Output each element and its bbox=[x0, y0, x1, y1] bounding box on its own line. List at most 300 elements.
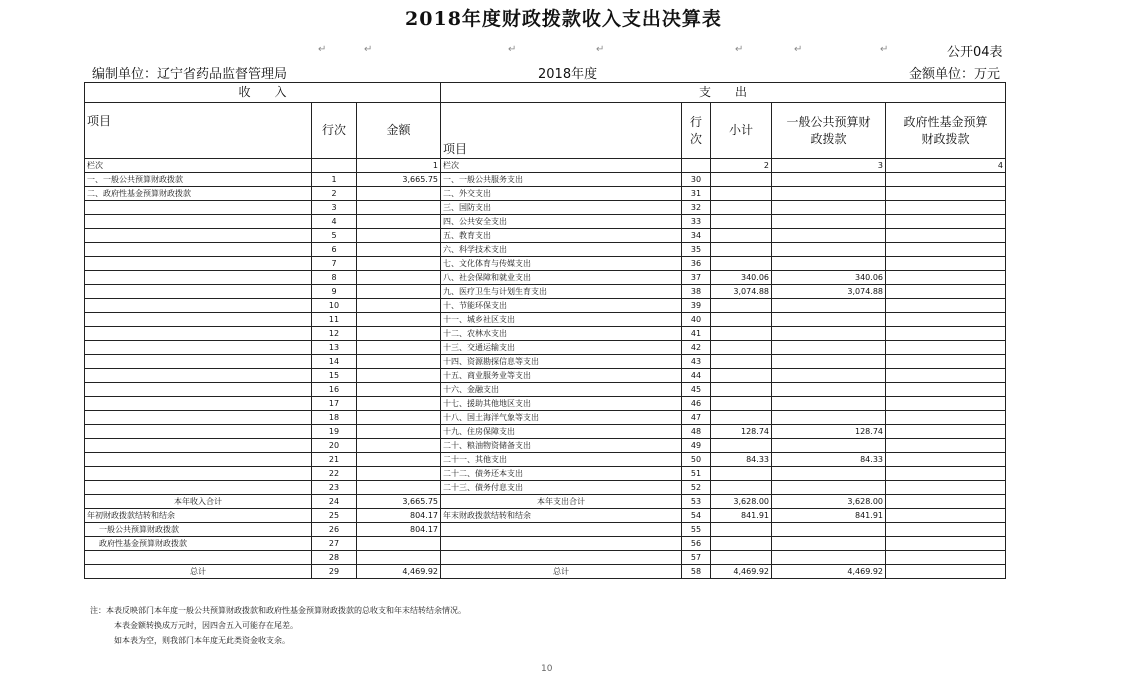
income-row-no: 6 bbox=[312, 243, 357, 257]
expense-general-budget: 4,469.92 bbox=[772, 565, 886, 579]
income-row-no: 24 bbox=[312, 495, 357, 509]
expense-fund-budget bbox=[886, 285, 1006, 299]
income-row-no: 5 bbox=[312, 229, 357, 243]
expense-general-budget bbox=[772, 173, 886, 187]
table-row bbox=[85, 215, 1006, 229]
expense-fund-budget bbox=[886, 341, 1006, 355]
expense-item: 九、医疗卫生与计划生育支出 bbox=[441, 285, 682, 299]
expense-general-budget bbox=[772, 187, 886, 201]
expense-row-no: 45 bbox=[682, 383, 711, 397]
income-row-no: 14 bbox=[312, 355, 357, 369]
paragraph-mark: ↵ bbox=[364, 44, 373, 55]
expense-fund-budget bbox=[886, 271, 1006, 285]
expense-item: 四、公共安全支出 bbox=[441, 215, 682, 229]
income-item: 栏次 bbox=[85, 159, 312, 173]
income-item bbox=[85, 355, 312, 369]
expense-row-no: 40 bbox=[682, 313, 711, 327]
income-amount: 804.17 bbox=[357, 509, 441, 523]
income-row-no bbox=[312, 159, 357, 173]
income-row-no: 1 bbox=[312, 173, 357, 187]
expense-general-budget: 3,074.88 bbox=[772, 285, 886, 299]
income-row-no: 21 bbox=[312, 453, 357, 467]
income-amount bbox=[357, 453, 441, 467]
expense-general-budget bbox=[772, 551, 886, 565]
expense-item bbox=[441, 551, 682, 565]
col-row-no: 行次 bbox=[312, 103, 357, 159]
income-item: 本年收入合计 bbox=[85, 495, 312, 509]
expense-fund-budget bbox=[886, 495, 1006, 509]
expense-fund-budget bbox=[886, 439, 1006, 453]
expense-item: 年末财政拨款结转和结余 bbox=[441, 509, 682, 523]
income-item bbox=[85, 285, 312, 299]
income-item: 政府性基金预算财政拨款 bbox=[85, 537, 312, 551]
col-subtotal: 小计 bbox=[711, 103, 772, 159]
expense-subtotal bbox=[711, 215, 772, 229]
expense-subtotal bbox=[711, 201, 772, 215]
table-row bbox=[85, 383, 1006, 397]
income-amount bbox=[357, 439, 441, 453]
income-item bbox=[85, 299, 312, 313]
expense-item: 二十二、债务还本支出 bbox=[441, 467, 682, 481]
income-amount bbox=[357, 383, 441, 397]
expense-general-budget bbox=[772, 481, 886, 495]
table-row bbox=[85, 159, 1006, 173]
expense-row-no: 44 bbox=[682, 369, 711, 383]
expense-item: 五、教育支出 bbox=[441, 229, 682, 243]
income-item bbox=[85, 425, 312, 439]
expense-item: 二十一、其他支出 bbox=[441, 453, 682, 467]
expense-subtotal bbox=[711, 383, 772, 397]
income-row-no: 2 bbox=[312, 187, 357, 201]
table-row bbox=[85, 341, 1006, 355]
expense-general-budget: 84.33 bbox=[772, 453, 886, 467]
income-header: 收 入 bbox=[85, 83, 441, 103]
paragraph-mark: ↵ bbox=[794, 44, 803, 55]
income-row-no: 13 bbox=[312, 341, 357, 355]
expense-row-no: 54 bbox=[682, 509, 711, 523]
expense-subtotal bbox=[711, 369, 772, 383]
expense-subtotal bbox=[711, 243, 772, 257]
expense-item: 总计 bbox=[441, 565, 682, 579]
expense-fund-budget bbox=[886, 243, 1006, 257]
expense-fund-budget bbox=[886, 369, 1006, 383]
expense-general-budget bbox=[772, 439, 886, 453]
table-row bbox=[85, 201, 1006, 215]
income-item: 一、一般公共预算财政拨款 bbox=[85, 173, 312, 187]
paragraph-mark: ↵ bbox=[880, 44, 889, 55]
table-row bbox=[85, 509, 1006, 523]
income-amount: 804.17 bbox=[357, 523, 441, 537]
income-row-no: 25 bbox=[312, 509, 357, 523]
table-row bbox=[85, 397, 1006, 411]
expense-subtotal: 3,628.00 bbox=[711, 495, 772, 509]
income-row-no: 3 bbox=[312, 201, 357, 215]
col-general-budget-line1: 一般公共预算财 bbox=[786, 114, 871, 129]
table-row bbox=[85, 229, 1006, 243]
income-amount bbox=[357, 299, 441, 313]
table-row bbox=[85, 313, 1006, 327]
income-item: 二、政府性基金预算财政拨款 bbox=[85, 187, 312, 201]
income-amount bbox=[357, 467, 441, 481]
income-item bbox=[85, 201, 312, 215]
income-item: 一般公共预算财政拨款 bbox=[85, 523, 312, 537]
table-row bbox=[85, 257, 1006, 271]
expense-fund-budget bbox=[886, 481, 1006, 495]
expense-fund-budget bbox=[886, 187, 1006, 201]
income-row-no: 26 bbox=[312, 523, 357, 537]
expense-fund-budget bbox=[886, 215, 1006, 229]
expense-row-no: 51 bbox=[682, 467, 711, 481]
expense-row-no: 38 bbox=[682, 285, 711, 299]
table-row bbox=[85, 243, 1006, 257]
expense-general-budget bbox=[772, 397, 886, 411]
expense-row-no: 42 bbox=[682, 341, 711, 355]
col-fund-budget bbox=[886, 103, 1006, 159]
income-item bbox=[85, 341, 312, 355]
expense-row-no bbox=[682, 159, 711, 173]
income-amount bbox=[357, 201, 441, 215]
income-item bbox=[85, 271, 312, 285]
expense-subtotal bbox=[711, 341, 772, 355]
table-row bbox=[85, 327, 1006, 341]
paragraph-mark: ↵ bbox=[735, 44, 744, 55]
expense-item: 八、社会保障和就业支出 bbox=[441, 271, 682, 285]
income-row-no: 18 bbox=[312, 411, 357, 425]
table-row bbox=[85, 453, 1006, 467]
expense-general-budget bbox=[772, 313, 886, 327]
income-item bbox=[85, 411, 312, 425]
expense-row-no: 47 bbox=[682, 411, 711, 425]
income-row-no: 17 bbox=[312, 397, 357, 411]
income-row-no: 11 bbox=[312, 313, 357, 327]
income-row-no: 27 bbox=[312, 537, 357, 551]
income-item bbox=[85, 453, 312, 467]
income-amount bbox=[357, 369, 441, 383]
expense-item: 十九、住房保障支出 bbox=[441, 425, 682, 439]
table-row bbox=[85, 411, 1006, 425]
income-item: 总计 bbox=[85, 565, 312, 579]
expense-subtotal bbox=[711, 313, 772, 327]
expense-general-budget: 128.74 bbox=[772, 425, 886, 439]
table-row bbox=[85, 495, 1006, 509]
expense-fund-budget bbox=[886, 327, 1006, 341]
col-fund-budget-line2: 财政拨款 bbox=[921, 131, 970, 146]
expense-subtotal bbox=[711, 257, 772, 271]
table-row bbox=[85, 523, 1006, 537]
expense-fund-budget bbox=[886, 397, 1006, 411]
expense-general-budget bbox=[772, 537, 886, 551]
expense-general-budget bbox=[772, 523, 886, 537]
expense-fund-budget bbox=[886, 425, 1006, 439]
income-item bbox=[85, 383, 312, 397]
income-amount bbox=[357, 551, 441, 565]
expense-item: 十七、援助其他地区支出 bbox=[441, 397, 682, 411]
expense-row-no: 53 bbox=[682, 495, 711, 509]
income-item bbox=[85, 467, 312, 481]
compiling-unit: 编制单位：辽宁省药品监督管理局 bbox=[92, 67, 288, 82]
col-general-budget-line2: 政拨款 bbox=[810, 131, 847, 146]
paragraph-mark: ↵ bbox=[318, 44, 327, 55]
col-expense-row-no-line1: 行 bbox=[689, 114, 702, 129]
expense-row-no: 32 bbox=[682, 201, 711, 215]
expense-item: 一、一般公共服务支出 bbox=[441, 173, 682, 187]
expense-subtotal bbox=[711, 299, 772, 313]
expense-subtotal bbox=[711, 439, 772, 453]
expense-item: 三、国防支出 bbox=[441, 201, 682, 215]
income-item bbox=[85, 229, 312, 243]
income-item bbox=[85, 327, 312, 341]
income-row-no: 12 bbox=[312, 327, 357, 341]
income-item bbox=[85, 313, 312, 327]
expense-subtotal bbox=[711, 481, 772, 495]
income-row-no: 7 bbox=[312, 257, 357, 271]
expense-item: 十、节能环保支出 bbox=[441, 299, 682, 313]
expense-subtotal: 340.06 bbox=[711, 271, 772, 285]
expense-general-budget bbox=[772, 411, 886, 425]
income-amount bbox=[357, 355, 441, 369]
expense-subtotal bbox=[711, 397, 772, 411]
expense-item: 十二、农林水支出 bbox=[441, 327, 682, 341]
income-amount bbox=[357, 229, 441, 243]
expense-item: 二、外交支出 bbox=[441, 187, 682, 201]
expense-item bbox=[441, 537, 682, 551]
expense-subtotal bbox=[711, 187, 772, 201]
income-row-no: 22 bbox=[312, 467, 357, 481]
expense-subtotal bbox=[711, 523, 772, 537]
income-item bbox=[85, 215, 312, 229]
income-item bbox=[85, 481, 312, 495]
page-title: 2018年度财政拨款收入支出决算表 bbox=[405, 8, 722, 30]
expense-item: 十五、商业服务业等支出 bbox=[441, 369, 682, 383]
table-row bbox=[85, 285, 1006, 299]
expense-general-budget: 841.91 bbox=[772, 509, 886, 523]
income-amount bbox=[357, 215, 441, 229]
expense-fund-budget bbox=[886, 257, 1006, 271]
income-amount: 4,469.92 bbox=[357, 565, 441, 579]
paragraph-mark: ↵ bbox=[508, 44, 517, 55]
table-row bbox=[85, 425, 1006, 439]
income-row-no: 10 bbox=[312, 299, 357, 313]
income-amount bbox=[357, 271, 441, 285]
expense-row-no: 35 bbox=[682, 243, 711, 257]
note-1: 注：本表反映部门本年度一般公共预算财政拨款和政府性基金预算财政拨款的总收支和年末结转结余情况。 bbox=[90, 606, 466, 615]
expense-subtotal: 4,469.92 bbox=[711, 565, 772, 579]
expense-general-budget bbox=[772, 201, 886, 215]
budget-table bbox=[84, 82, 1006, 579]
expense-subtotal bbox=[711, 229, 772, 243]
income-amount: 3,665.75 bbox=[357, 495, 441, 509]
col-general-budget bbox=[772, 103, 886, 159]
expense-row-no: 39 bbox=[682, 299, 711, 313]
income-item bbox=[85, 439, 312, 453]
expense-row-no: 33 bbox=[682, 215, 711, 229]
table-row bbox=[85, 369, 1006, 383]
fiscal-year: 2018年度 bbox=[538, 67, 598, 82]
expense-item: 十八、国土海洋气象等支出 bbox=[441, 411, 682, 425]
expense-fund-budget bbox=[886, 173, 1006, 187]
table-row bbox=[85, 537, 1006, 551]
expense-row-no: 37 bbox=[682, 271, 711, 285]
expense-subtotal bbox=[711, 411, 772, 425]
income-amount bbox=[357, 481, 441, 495]
col-item: 项目 bbox=[85, 103, 312, 159]
expense-item bbox=[441, 523, 682, 537]
expense-row-no: 58 bbox=[682, 565, 711, 579]
income-amount bbox=[357, 537, 441, 551]
expense-item: 十三、交通运输支出 bbox=[441, 341, 682, 355]
form-code: 公开04表 bbox=[947, 45, 1003, 60]
expense-subtotal: 84.33 bbox=[711, 453, 772, 467]
note-2: 本表金额转换成万元时，因四舍五入可能存在尾差。 bbox=[114, 621, 298, 630]
table-row bbox=[85, 187, 1006, 201]
col-fund-budget-line1: 政府性基金预算 bbox=[903, 114, 988, 129]
expense-fund-budget bbox=[886, 299, 1006, 313]
income-row-no: 19 bbox=[312, 425, 357, 439]
income-amount bbox=[357, 243, 441, 257]
expense-subtotal bbox=[711, 537, 772, 551]
table-row bbox=[85, 481, 1006, 495]
expense-row-no: 56 bbox=[682, 537, 711, 551]
expense-general-budget bbox=[772, 299, 886, 313]
income-amount bbox=[357, 327, 441, 341]
expense-general-budget bbox=[772, 215, 886, 229]
income-amount bbox=[357, 285, 441, 299]
expense-fund-budget: 4 bbox=[886, 159, 1006, 173]
currency-unit: 金额单位：万元 bbox=[909, 67, 1001, 82]
expense-general-budget bbox=[772, 383, 886, 397]
col-expense-row-no bbox=[682, 103, 711, 159]
expense-fund-budget bbox=[886, 355, 1006, 369]
expense-fund-budget bbox=[886, 523, 1006, 537]
expense-subtotal bbox=[711, 173, 772, 187]
expense-general-budget bbox=[772, 229, 886, 243]
income-item bbox=[85, 397, 312, 411]
table-row bbox=[85, 299, 1006, 313]
col-expense-item: 项目 bbox=[441, 103, 682, 159]
table-row bbox=[85, 355, 1006, 369]
expense-fund-budget bbox=[886, 537, 1006, 551]
expense-subtotal: 128.74 bbox=[711, 425, 772, 439]
expense-general-budget: 3 bbox=[772, 159, 886, 173]
income-row-no: 28 bbox=[312, 551, 357, 565]
page-number: 10 bbox=[541, 664, 553, 674]
expense-row-no: 57 bbox=[682, 551, 711, 565]
income-row-no: 15 bbox=[312, 369, 357, 383]
expense-row-no: 30 bbox=[682, 173, 711, 187]
expense-row-no: 52 bbox=[682, 481, 711, 495]
expense-row-no: 55 bbox=[682, 523, 711, 537]
expense-row-no: 43 bbox=[682, 355, 711, 369]
expense-item: 十四、资源勘探信息等支出 bbox=[441, 355, 682, 369]
expense-subtotal bbox=[711, 551, 772, 565]
expense-row-no: 41 bbox=[682, 327, 711, 341]
income-row-no: 16 bbox=[312, 383, 357, 397]
col-expense-row-no-line2: 次 bbox=[689, 131, 702, 146]
expense-fund-budget bbox=[886, 453, 1006, 467]
income-row-no: 20 bbox=[312, 439, 357, 453]
income-item bbox=[85, 243, 312, 257]
expense-general-budget: 3,628.00 bbox=[772, 495, 886, 509]
col-amount: 金额 bbox=[357, 103, 441, 159]
expense-fund-budget bbox=[886, 229, 1006, 243]
expense-item: 二十三、债务付息支出 bbox=[441, 481, 682, 495]
income-row-no: 9 bbox=[312, 285, 357, 299]
expense-general-budget bbox=[772, 327, 886, 341]
expense-row-no: 50 bbox=[682, 453, 711, 467]
income-row-no: 29 bbox=[312, 565, 357, 579]
expense-subtotal: 2 bbox=[711, 159, 772, 173]
expense-row-no: 31 bbox=[682, 187, 711, 201]
income-item bbox=[85, 257, 312, 271]
income-amount: 1 bbox=[357, 159, 441, 173]
expense-subtotal bbox=[711, 355, 772, 369]
income-amount bbox=[357, 257, 441, 271]
expense-general-budget bbox=[772, 369, 886, 383]
income-amount bbox=[357, 411, 441, 425]
expense-fund-budget bbox=[886, 551, 1006, 565]
expense-header: 支 出 bbox=[441, 83, 1006, 103]
expense-row-no: 46 bbox=[682, 397, 711, 411]
expense-fund-budget bbox=[886, 313, 1006, 327]
expense-subtotal: 841.91 bbox=[711, 509, 772, 523]
expense-subtotal bbox=[711, 327, 772, 341]
table-row bbox=[85, 551, 1006, 565]
expense-general-budget bbox=[772, 257, 886, 271]
expense-row-no: 36 bbox=[682, 257, 711, 271]
income-amount bbox=[357, 341, 441, 355]
expense-general-budget: 340.06 bbox=[772, 271, 886, 285]
expense-fund-budget bbox=[886, 383, 1006, 397]
expense-row-no: 49 bbox=[682, 439, 711, 453]
income-item bbox=[85, 369, 312, 383]
table-row bbox=[85, 439, 1006, 453]
note-3: 如本表为空，则我部门本年度无此类资金收支余。 bbox=[114, 636, 290, 645]
expense-row-no: 48 bbox=[682, 425, 711, 439]
table-row bbox=[85, 271, 1006, 285]
expense-general-budget bbox=[772, 355, 886, 369]
expense-general-budget bbox=[772, 467, 886, 481]
expense-item: 十一、城乡社区支出 bbox=[441, 313, 682, 327]
expense-item: 七、文化体育与传媒支出 bbox=[441, 257, 682, 271]
expense-subtotal: 3,074.88 bbox=[711, 285, 772, 299]
expense-fund-budget bbox=[886, 411, 1006, 425]
income-amount: 3,665.75 bbox=[357, 173, 441, 187]
expense-fund-budget bbox=[886, 467, 1006, 481]
income-amount bbox=[357, 425, 441, 439]
expense-item: 本年支出合计 bbox=[441, 495, 682, 509]
income-row-no: 8 bbox=[312, 271, 357, 285]
income-row-no: 4 bbox=[312, 215, 357, 229]
expense-general-budget bbox=[772, 341, 886, 355]
income-amount bbox=[357, 313, 441, 327]
table-row bbox=[85, 173, 1006, 187]
notes bbox=[90, 603, 466, 648]
income-item: 年初财政拨款结转和结余 bbox=[85, 509, 312, 523]
expense-row-no: 34 bbox=[682, 229, 711, 243]
income-item bbox=[85, 551, 312, 565]
expense-subtotal bbox=[711, 467, 772, 481]
paragraph-mark: ↵ bbox=[596, 44, 605, 55]
expense-item: 六、科学技术支出 bbox=[441, 243, 682, 257]
expense-fund-budget bbox=[886, 201, 1006, 215]
expense-item: 二十、粮油物资储备支出 bbox=[441, 439, 682, 453]
table-row bbox=[85, 467, 1006, 481]
expense-fund-budget bbox=[886, 509, 1006, 523]
expense-item: 栏次 bbox=[441, 159, 682, 173]
table-row bbox=[85, 565, 1006, 579]
expense-item: 十六、金融支出 bbox=[441, 383, 682, 397]
income-amount bbox=[357, 397, 441, 411]
